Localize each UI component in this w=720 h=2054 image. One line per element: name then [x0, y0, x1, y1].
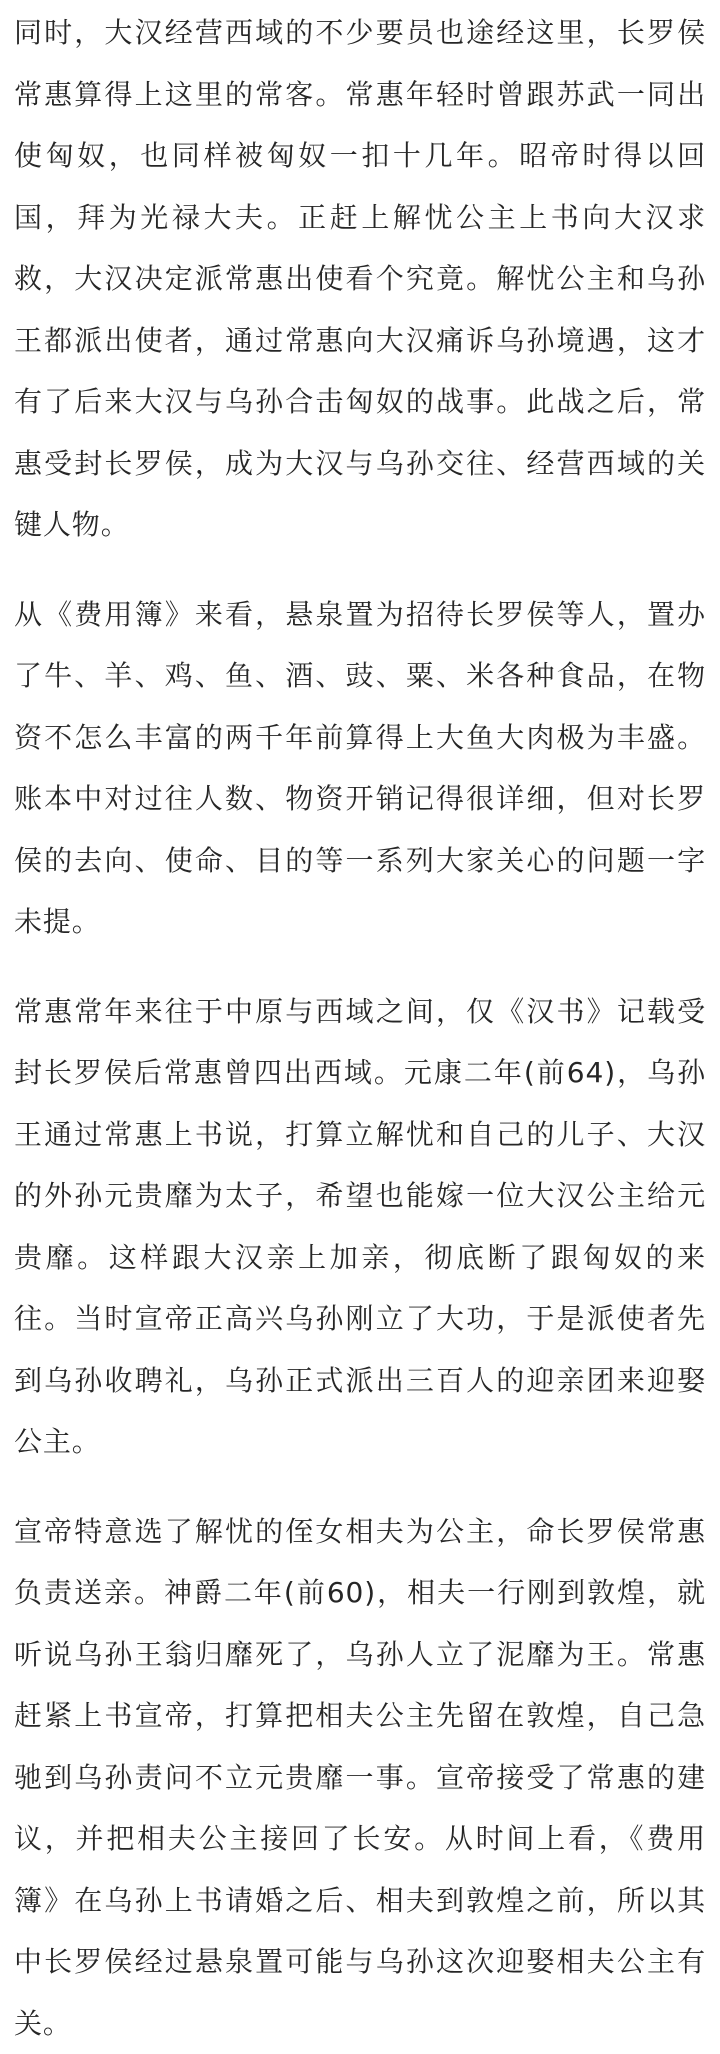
article-paragraph-4: 宣帝特意选了解忧的侄女相夫为公主，命长罗侯常惠负责送亲。神爵二年(前60)，相夫一行刚到敦煌，就听说乌孙王翁归靡死了，乌孙人立了泥靡为王。常惠赶紧上书宣帝，打算把相夫公主先留在敦煌，自己急驰到乌孙责问不立元贵靡一事。宣帝接受了常惠的建议，并把相夫公主接回了长安。从时间上看，《费用簿》在乌孙上书请婚之后、相夫到敦煌之前，所以其中长罗侯经过悬泉置可能与乌孙这次迎娶相夫公主有关。: [14, 1501, 706, 2054]
article-paragraph-2: 从《费用簿》来看，悬泉置为招待长罗侯等人，置办了牛、羊、鸡、鱼、酒、豉、粟、米各种食品，在物资不怎么丰富的两千年前算得上大鱼大肉极为丰盛。账本中对过往人数、物资开销记得很详细，但对长罗侯的去向、使命、目的等一系列大家关心的问题一字未提。: [14, 584, 706, 953]
article-paragraph-3: 常惠常年来往于中原与西域之间，仅《汉书》记载受封长罗侯后常惠曾四出西域。元康二年(前64)，乌孙王通过常惠上书说，打算立解忧和自己的儿子、大汉的外孙元贵靡为太子，希望也能嫁一位大汉公主给元贵靡。这样跟大汉亲上加亲，彻底断了跟匈奴的来往。当时宣帝正高兴乌孙刚立了大功，于是派使者先到乌孙收聘礼，乌孙正式派出三百人的迎亲团来迎娶公主。: [14, 981, 706, 1473]
article-paragraph-1: 同时，大汉经营西域的不少要员也途经这里，长罗侯常惠算得上这里的常客。常惠年轻时曾跟苏武一同出使匈奴，也同样被匈奴一扣十几年。昭帝时得以回国，拜为光禄大夫。正赶上解忧公主上书向大汉求救，大汉决定派常惠出使看个究竟。解忧公主和乌孙王都派出使者，通过常惠向大汉痛诉乌孙境遇，这才有了后来大汉与乌孙合击匈奴的战事。此战之后，常惠受封长罗侯，成为大汉与乌孙交往、经营西域的关键人物。: [14, 2, 706, 556]
